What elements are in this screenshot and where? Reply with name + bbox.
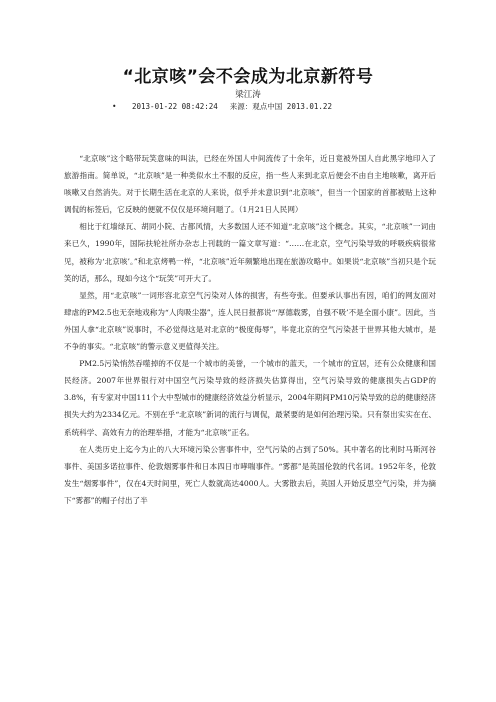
publish-datetime: 2013-01-22 08:42:24 (132, 102, 218, 111)
paragraph-1: “北京咳”这个略带玩笑意味的叫法，已经在外国人中间流传了十余年，近日竟被外国人自此黑字地印入了旅游指南。简单说，“北京咳”是一种类似水土不服的反应，指一些人来到北京后便会不由自主地咳嗽，离开后咳嗽又自然消失。对于长期生活在北京的人来说，似乎并未意识到“北京咳”，但当一个国家的首都被贴上这种调侃的标签后，它反映的便就不仅仅是环境问题了。（1月21日人民网） (64, 154, 436, 215)
paragraph-4: PM2.5污染悄然吞噬掉的不仅是一个城市的美誉，一个城市的蓝天，一个城市的宜居，还有公众健康和国民经济。2007年世界银行对中国空气污染导致的经济损失估算得出，空气污染导致的健康损失占GDP的3.8%，有专家对中国111个大中型城市的健康经济效益分析显示，2004年期间PM10污染导致的总的健康经济损失大约为2334亿元。不别在乎“北京咳”新词的流行与调侃，最紧要的是如何治理污染。只有祭出实实在在、系统科学、高效有力的治理举措，才能为“北京咳”正名。 (64, 359, 436, 437)
paragraph-2: 相比于红墙绿瓦、胡同小院、古都风情，大多数国人还不知道“北京咳”这个概念。其实，“北京咳”一词由来已久，1990年，国际扶轮社所办杂志上刊载的一篇文章写道：“……在北京，空气污染导致的呼吸疾病很常见，被称为‘北京咳’。”和北京烤鸭一样，“北京咳”近年频繁地出现在旅游攻略中。如果说“北京咳”当初只是个玩笑的话，那么，现如今这个“玩笑”可开大了。 (64, 222, 436, 283)
article-body (64, 150, 436, 509)
paragraph-3: 显然，用“北京咳”一词形容北京空气污染对人体的损害，有些夸张。但要承认事出有因，咱们的网友面对肆虐的PM2.5也无奈地戏称为“人肉吸尘器”，连人民日报都说“‘厚德载雾，自强不吸’不是全面小康”。因此，当外国人拿“北京咳”说事时，不必觉得这是对北京的“极度侮辱”，毕竟北京的空气污染甚于世界其他大城市，是不争的事实。“北京咳”的警示意义更值得关注。 (64, 290, 436, 352)
article-source: 来源：观点中国 2013.01.22 (229, 102, 332, 111)
article-title: “北京咳”会不会成为北京新符号 (122, 67, 374, 87)
article-author: 梁江涛 (235, 90, 261, 100)
article-meta (112, 101, 412, 112)
bullet-icon: • (112, 102, 117, 111)
paragraph-5: 在人类历史上迄今为止的八大环境污染公害事件中，空气污染的占到了50%。其中著名的比利时马斯河谷事件、美国多诺拉事件、伦敦烟雾事件和日本四日市哮喘事件。“雾都”是英国伦敦的代名词。1952年冬，伦敦发生“烟雾事件”，仅在4天时间里，死亡人数就高达4000人。大雾散去后，英国人开始反思空气污染，并为摘下“雾都”的帽子付出了半 (64, 444, 436, 505)
